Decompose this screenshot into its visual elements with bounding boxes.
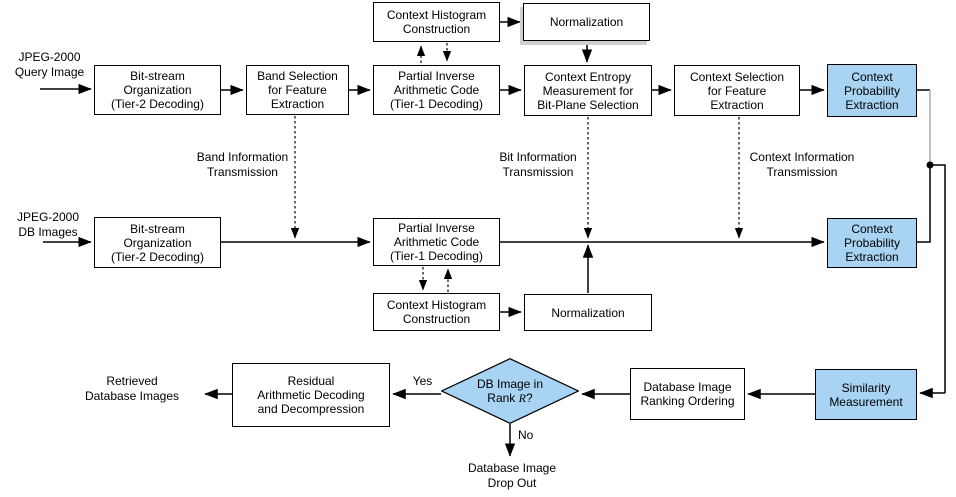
label-retrieved-database-images: Retrieved Database Images [84, 374, 180, 403]
label-no: No [518, 428, 534, 442]
node-partial-inverse-arithmetic-db: Partial Inverse Arithmetic Code (Tier-1 Decoding) [373, 218, 500, 266]
node-residual-arithmetic-decoding: Residual Arithmetic Decoding and Decompression [232, 363, 390, 427]
line-cpe-db-up [917, 165, 930, 242]
node-bitstream-organization-db: Bit-stream Organization (Tier-2 Decoding) [94, 217, 221, 268]
line-merge-to-sim [930, 165, 945, 393]
label-yes: Yes [412, 374, 433, 388]
label-jpeg2000-db-images: JPEG-2000 DB Images [16, 210, 80, 239]
node-database-image-ranking: Database Image Ranking Ordering [630, 368, 745, 420]
node-similarity-measurement: Similarity Measurement [815, 369, 917, 420]
rank-variable: R [518, 391, 526, 405]
node-db-image-in-rank-decision [441, 358, 579, 424]
label-database-image-drop-out: Database Image Drop Out [467, 461, 557, 490]
node-context-histogram-construction-db: Context Histogram Construction [373, 293, 500, 331]
diamond-label: DB Image in Rank R? [476, 377, 544, 405]
node-context-histogram-construction-query: Context Histogram Construction [373, 2, 500, 42]
label-band-information-transmission: Band Information Transmission [196, 150, 289, 179]
node-context-entropy-measurement: Context Entropy Measurement for Bit-Plane Selection [524, 65, 652, 116]
node-normalization-db: Normalization [524, 294, 652, 331]
node-partial-inverse-arithmetic-query: Partial Inverse Arithmetic Code (Tier-1 Decoding) [373, 65, 500, 115]
node-context-selection: Context Selection for Feature Extraction [674, 65, 800, 116]
label-jpeg2000-query-image: JPEG-2000 Query Image [14, 50, 85, 79]
node-band-selection: Band Selection for Feature Extraction [246, 65, 349, 115]
node-normalization-query: Normalization [523, 3, 650, 41]
label-bit-information-transmission: Bit Information Transmission [499, 150, 577, 179]
label-context-information-transmission: Context Information Transmission [749, 150, 855, 179]
node-context-probability-extraction-db: Context Probability Extraction [827, 218, 917, 268]
node-bitstream-organization-query: Bit-stream Organization (Tier-2 Decoding) [94, 65, 221, 115]
node-context-probability-extraction-query: Context Probability Extraction [827, 64, 917, 117]
